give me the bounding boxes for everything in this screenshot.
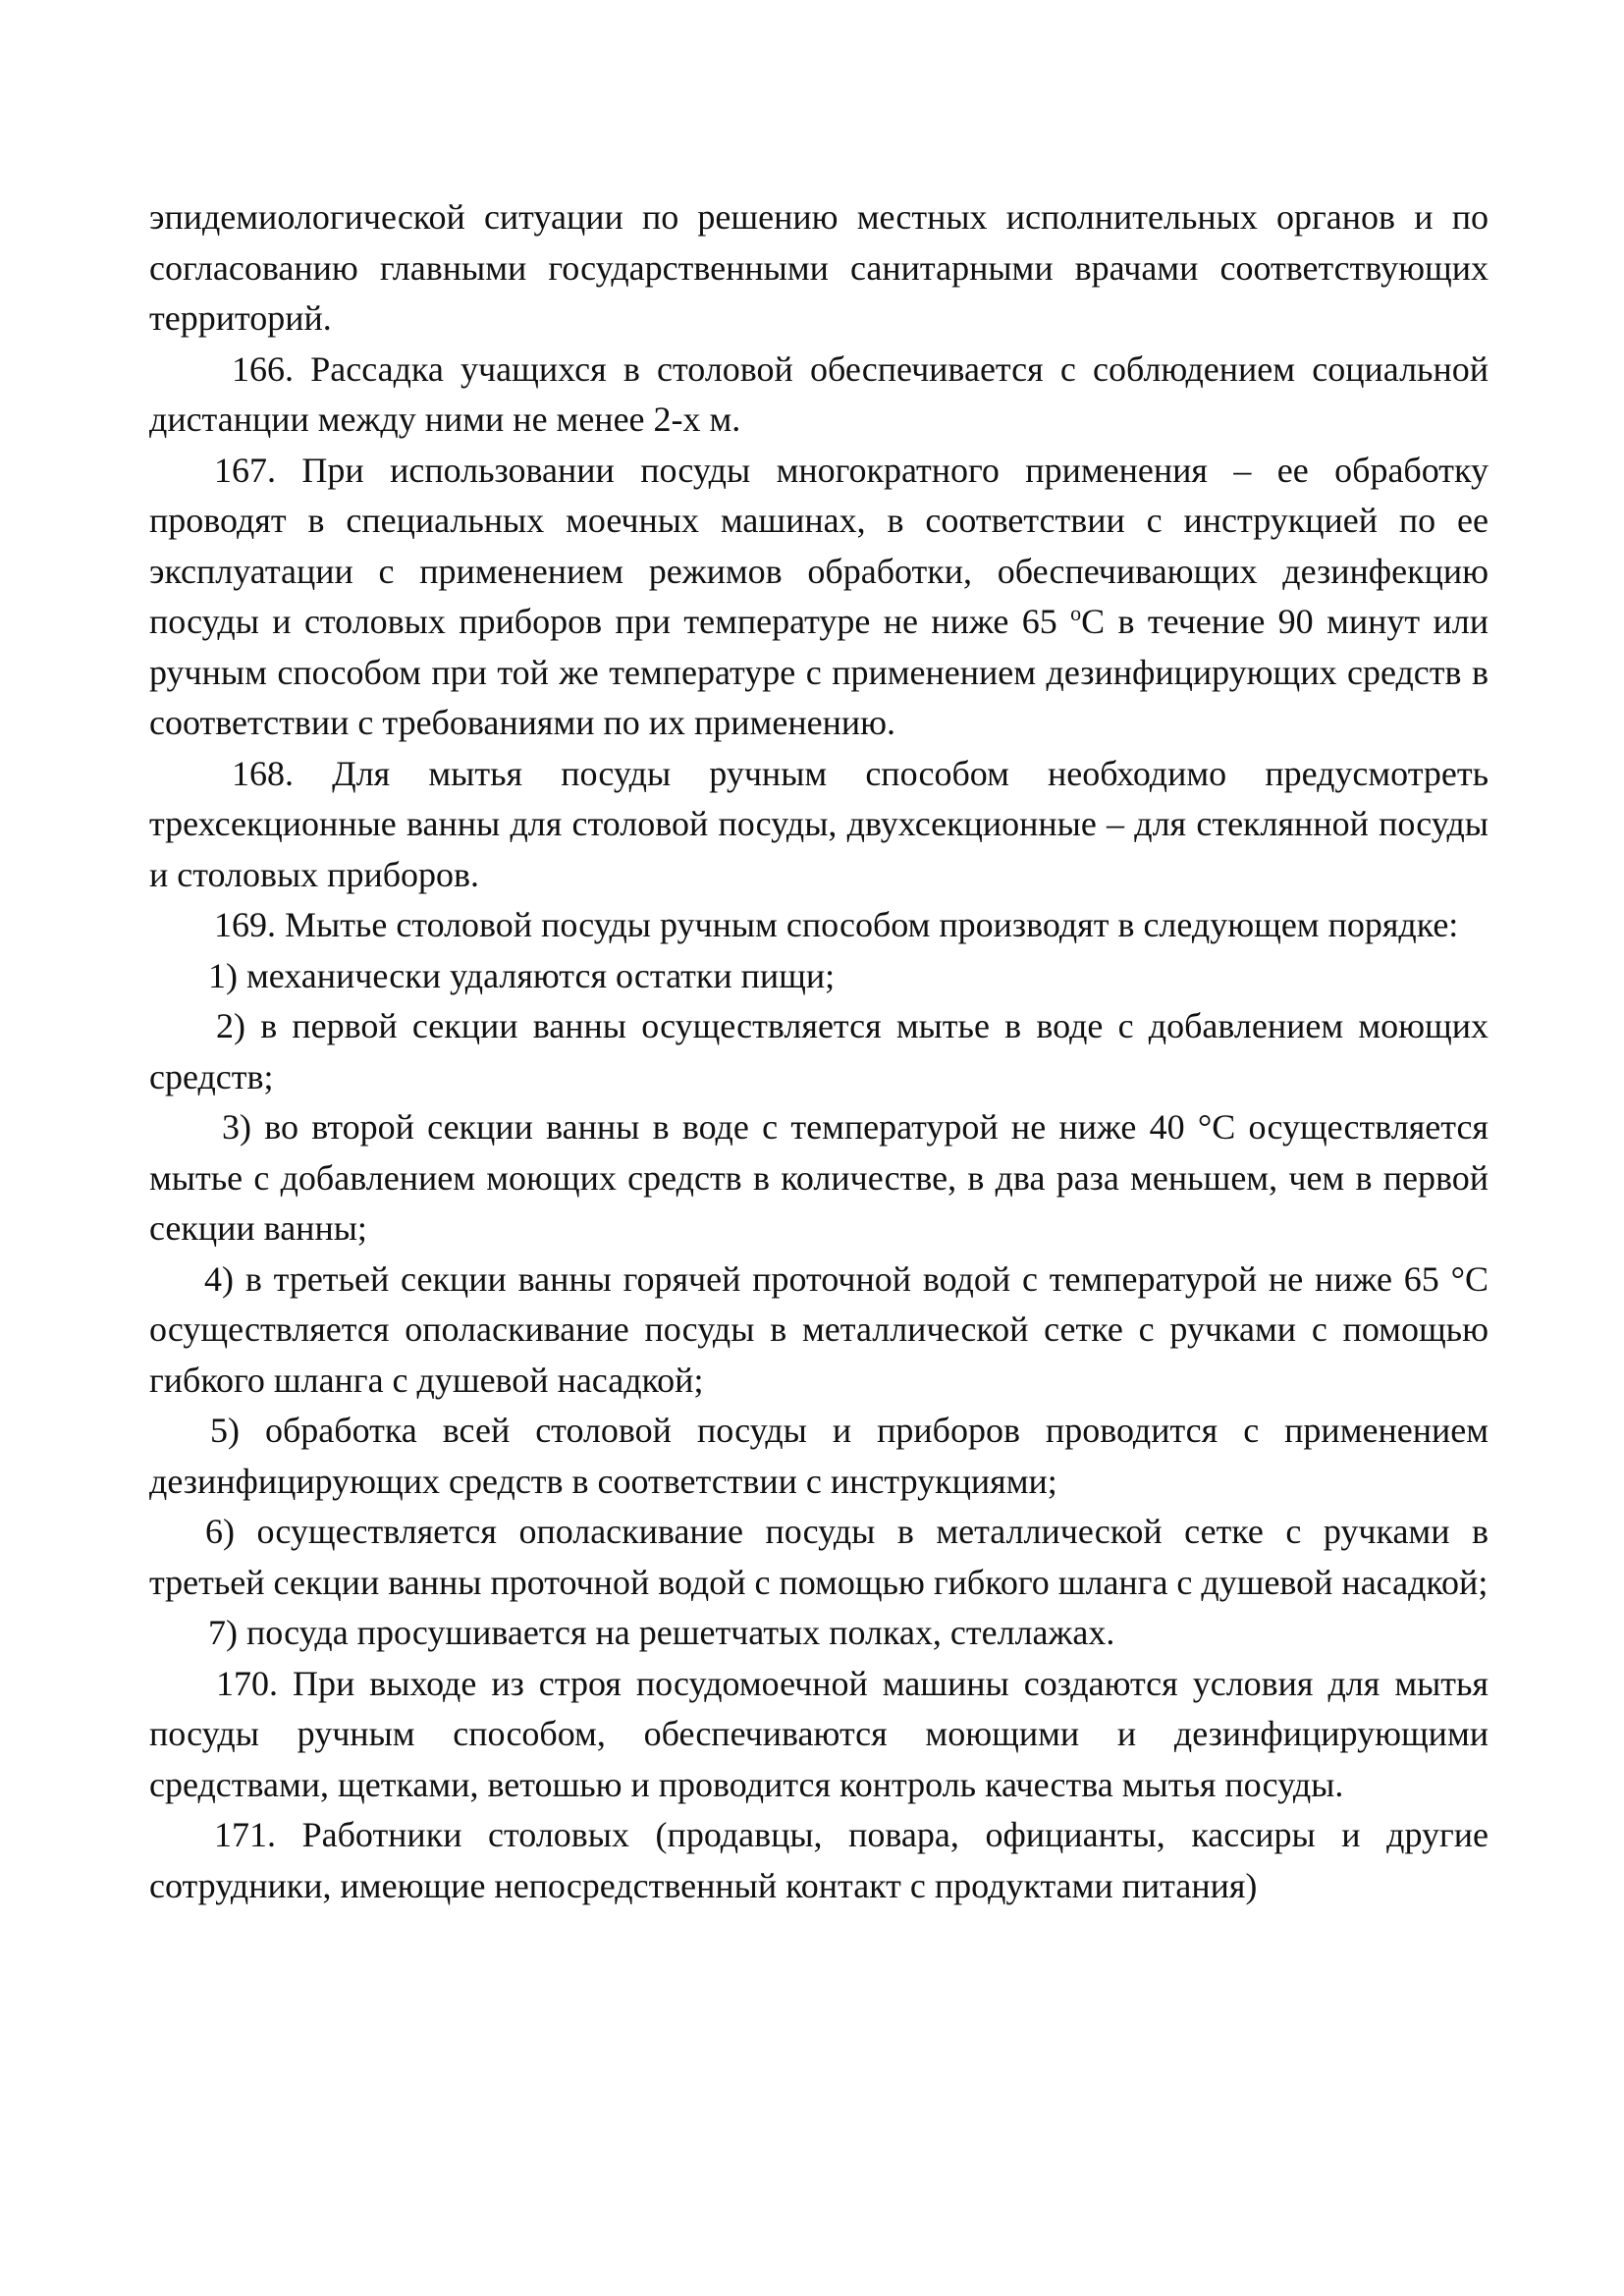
degree-mark: о	[1070, 601, 1082, 625]
paragraph-167	[149, 446, 1489, 749]
paragraph-continuation: эпидемиологической ситуации по решению местных исполнительных органов и по согласованию главными государственными санитарными врачами соответствующих территорий.	[149, 197, 1489, 338]
paragraph-166: 166. Рассадка учащихся в столовой обеспечивается с соблюдением социальной дистанции между ними не менее 2-х м.	[149, 348, 1489, 439]
list-item-169-3: 3) во второй секции ванны в воде с температурой не ниже 40 °С осуществляется мытье с добавлением моющих средств в количестве, в два раза меньшем, чем в первой секции ванны;	[149, 1107, 1489, 1248]
paragraph-170: 170. При выходе из строя посудомоечной машины создаются условия для мытья посуды ручным способом, обеспечиваются моющими и дезинфицирующими средствами, щетками, ветошью и проводится контроль качества мытья посуды.	[149, 1663, 1489, 1804]
paragraph-167-text-before: 167. При использовании посуды многократного применения – ее обработку проводят в специальных моечных машинах, в соответствии с инструкцией по ее эксплуатации с применением режимов обработки, обеспечивающих дезинфекцию посуды и столовых приборов при температуре не ниже 65	[149, 450, 1489, 641]
list-item-169-7: 7) посуда просушивается на решетчатых полках, стеллажах.	[208, 1613, 1115, 1652]
list-item-169-1: 1) механически удаляются остатки пищи;	[208, 955, 836, 995]
list-item-169-4: 4) в третьей секции ванны горячей проточной водой с температурой не ниже 65 °С осуществляется ополаскивание посуды в металлической сетке с ручками с помощью гибкого шланга с душевой насадкой;	[149, 1258, 1489, 1400]
list-item-169-5: 5) обработка всей столовой посуды и приборов проводится с применением дезинфицирующих средств в соответствии с инструкциями;	[149, 1411, 1489, 1501]
paragraph-171: 171. Работники столовых (продавцы, повара, официанты, кассиры и другие сотрудники, имеющие непосредственный контакт с продуктами питания)	[149, 1815, 1489, 1905]
paragraph-167-text-after: С в течение 90 минут или ручным способом при той же температуре с применением дезинфицирующих средств в соответствии с требованиями по их применению.	[149, 602, 1489, 742]
list-item-169-6: 6) осуществляется ополаскивание посуды в металлической сетке с ручками в третьей секции ванны проточной водой с помощью гибкого шланга с душевой насадкой;	[149, 1512, 1489, 1602]
document-page	[149, 192, 1489, 1911]
paragraph-168: 168. Для мытья посуды ручным способом необходимо предусмотреть трехсекционные ванны для столовой посуды, двухсекционные – для стеклянной посуды и столовых приборов.	[149, 753, 1489, 894]
paragraph-169: 169. Мытье столовой посуды ручным способом производят в следующем порядке:	[214, 905, 1459, 944]
list-item-169-2: 2) в первой секции ванны осуществляется мытье в воде с добавлением моющих средств;	[149, 1006, 1489, 1096]
